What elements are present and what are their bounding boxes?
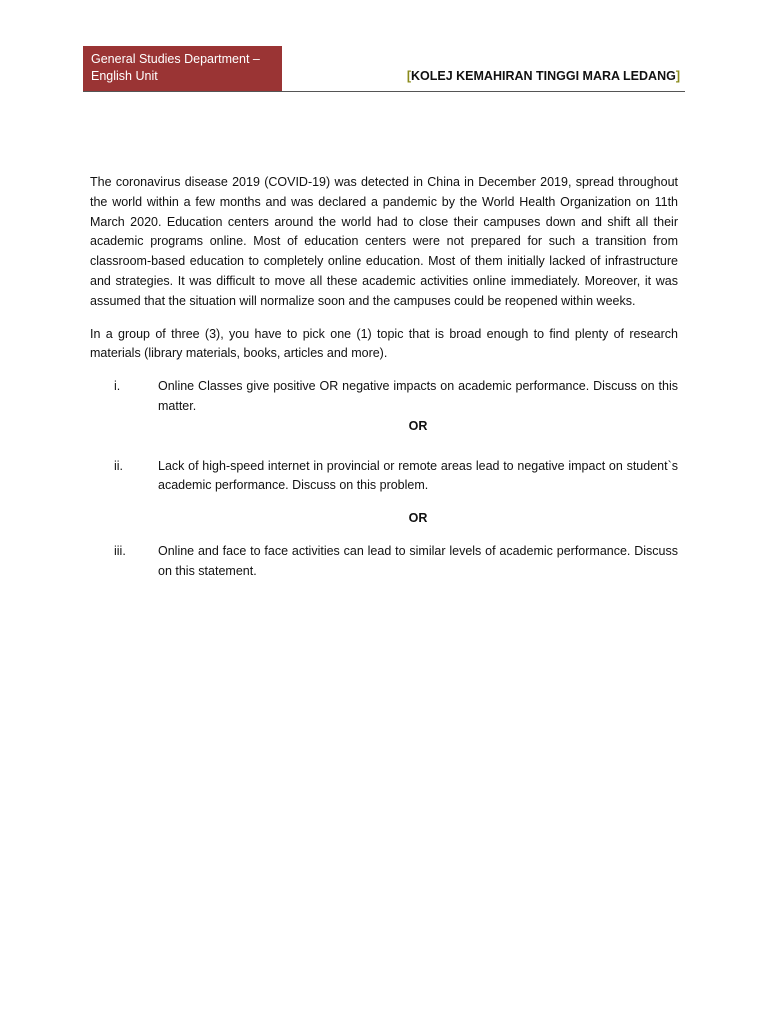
- department-header-box: [83, 46, 282, 91]
- topic-number: ii.: [114, 458, 124, 473]
- department-line-2: English Unit: [91, 69, 158, 83]
- topic-item-1: [90, 377, 678, 417]
- header-divider: [83, 91, 685, 92]
- bracket-close: ]: [675, 69, 680, 83]
- department-line-1: General Studies Department –: [91, 52, 260, 66]
- topic-item-2: [90, 457, 678, 497]
- or-separator-2: OR: [408, 511, 428, 526]
- college-name-header: [407, 69, 680, 83]
- topic-number: i.: [114, 379, 121, 394]
- intro-paragraph: The coronavirus disease 2019 (COVID-19) was detected in China in December 2019, spread throughout the world within a few months and was declared a pandemic by the World Health Organization on 11th March 2020. Education centers around the world had to close their campuses down and shift all their academic programs online. Most of education centers were not prepared for such a transition from classroom-based education to completely online education. Most of them initially lacked of infrastructure and strategies. It was difficult to move all these academic activities online immediately. Moreover, it was assumed that the situation will normalize soon and the campuses could be reopened within weeks.: [90, 175, 678, 308]
- topic-text: Online Classes give positive OR negative impacts on academic performance. Discuss on this matter.: [158, 379, 678, 413]
- instruction-paragraph: In a group of three (3), you have to pick one (1) topic that is broad enough to find plenty of research materials (library materials, books, articles and more).: [90, 326, 678, 361]
- bracket-open: [: [406, 69, 411, 83]
- college-name: KOLEJ KEMAHIRAN TINGGI MARA LEDANG: [411, 69, 676, 83]
- or-separator-1: OR: [408, 418, 428, 433]
- topic-number: iii.: [114, 543, 126, 558]
- document-body: [90, 173, 678, 582]
- topic-text: Online and face to face activities can lead to similar levels of academic performance. Discuss on this statement.: [158, 543, 678, 578]
- topic-text: Lack of high-speed internet in provincial or remote areas lead to negative impact on student`s academic performance. Discuss on this problem.: [158, 458, 678, 493]
- topic-item-3: [90, 542, 678, 582]
